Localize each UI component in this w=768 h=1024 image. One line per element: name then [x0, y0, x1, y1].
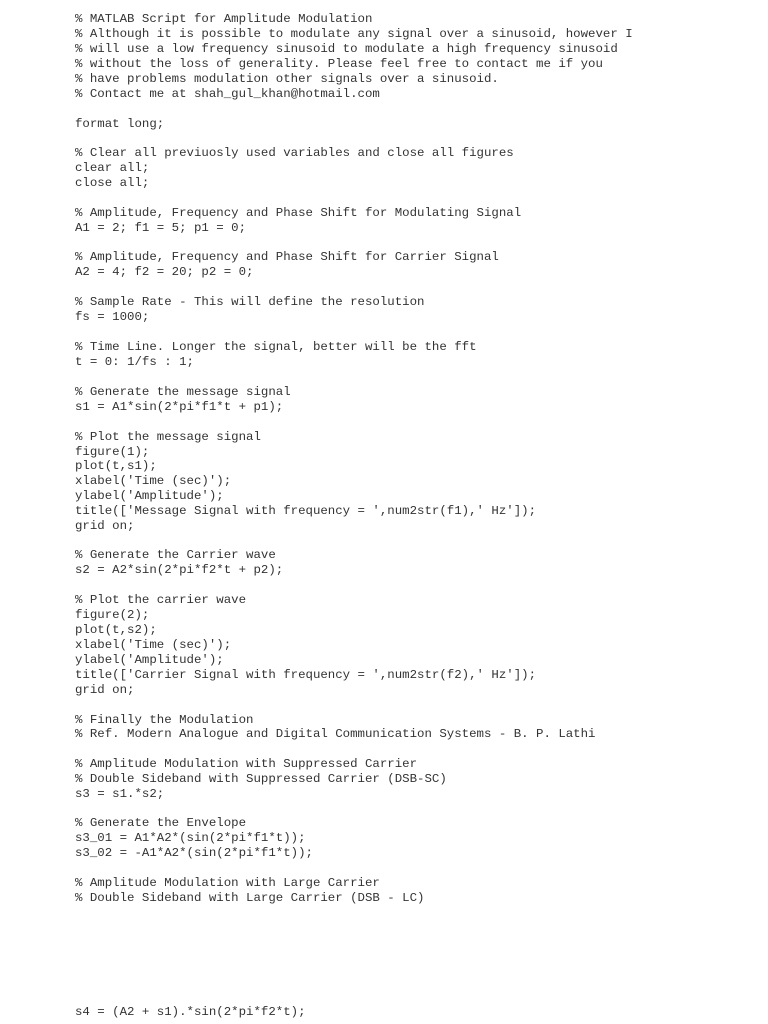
code-line: plot(t,s1); [75, 459, 157, 473]
code-line: % Generate the Envelope [75, 816, 247, 830]
code-line: grid on; [75, 519, 135, 533]
code-line: s4 = (A2 + s1).*sin(2*pi*f2*t); [75, 1005, 306, 1019]
code-line: % Time Line. Longer the signal, better will be the fft [75, 340, 477, 354]
code-line: s3 = s1.*s2; [75, 787, 165, 801]
code-line: % Clear all previuosly used variables and close all figures [75, 146, 514, 160]
code-line: xlabel('Time (sec)'); [75, 638, 232, 652]
code-line: s3_01 = A1*A2*(sin(2*pi*f1*t)); [75, 831, 306, 845]
code-line: % Amplitude, Frequency and Phase Shift for Carrier Signal [75, 250, 499, 264]
code-line: format long; [75, 117, 165, 131]
code-line: grid on; [75, 683, 135, 697]
code-line: figure(1); [75, 445, 150, 459]
code-line: % Plot the carrier wave [75, 593, 247, 607]
code-line: % MATLAB Script for Amplitude Modulation [75, 12, 373, 26]
code-line: % Plot the message signal [75, 430, 261, 444]
code-line: figure(2); [75, 608, 150, 622]
code-line: A1 = 2; f1 = 5; p1 = 0; [75, 221, 247, 235]
code-line: ylabel('Amplitude'); [75, 489, 224, 503]
code-line: % Sample Rate - This will define the resolution [75, 295, 425, 309]
code-line: t = 0: 1/fs : 1; [75, 355, 194, 369]
code-line: s2 = A2*sin(2*pi*f2*t + p2); [75, 563, 284, 577]
code-line: fs = 1000; [75, 310, 150, 324]
code-line: % Double Sideband with Suppressed Carrier (DSB-SC) [75, 772, 447, 786]
code-line: % have problems modulation other signals over a sinusoid. [75, 72, 499, 86]
code-line: % Although it is possible to modulate any signal over a sinusoid, however I [75, 27, 633, 41]
code-line: % will use a low frequency sinusoid to modulate a high frequency sinusoid [75, 42, 618, 56]
code-line: % without the loss of generality. Please feel free to contact me if you [75, 57, 603, 71]
code-line: title(['Message Signal with frequency = ',num2str(f1),' Hz']); [75, 504, 537, 518]
code-line: % Amplitude Modulation with Suppressed Carrier [75, 757, 418, 771]
code-line: close all; [75, 176, 150, 190]
code-line: xlabel('Time (sec)'); [75, 474, 232, 488]
code-line: clear all; [75, 161, 150, 175]
code-line: % Amplitude, Frequency and Phase Shift for Modulating Signal [75, 206, 522, 220]
code-line: plot(t,s2); [75, 623, 157, 637]
code-line: ylabel('Amplitude'); [75, 653, 224, 667]
code-line: A2 = 4; f2 = 20; p2 = 0; [75, 265, 254, 279]
code-line: % Amplitude Modulation with Large Carrier [75, 876, 380, 890]
code-line: % Generate the Carrier wave [75, 548, 276, 562]
code-line: % Finally the Modulation [75, 713, 254, 727]
code-line: % Generate the message signal [75, 385, 291, 399]
code-line: % Double Sideband with Large Carrier (DSB - LC) [75, 891, 425, 905]
code-line: title(['Carrier Signal with frequency = ',num2str(f2),' Hz']); [75, 668, 537, 682]
code-line: % Contact me at shah_gul_khan@hotmail.com [75, 87, 380, 101]
code-line: % Ref. Modern Analogue and Digital Communication Systems - B. P. Lathi [75, 727, 596, 741]
code-line: s1 = A1*sin(2*pi*f1*t + p1); [75, 400, 284, 414]
code-line: s3_02 = -A1*A2*(sin(2*pi*f1*t)); [75, 846, 313, 860]
